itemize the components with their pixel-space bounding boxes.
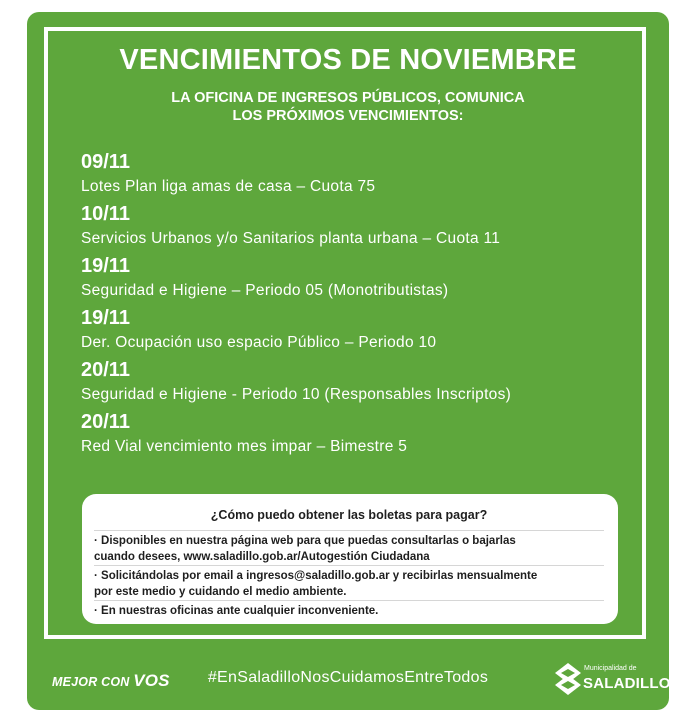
list-item (81, 150, 661, 202)
info-question: ¿Cómo puedo obtener las boletas para pagar? (210, 508, 488, 522)
due-description: Seguridad e Higiene – Periodo 05 (Monotributistas) (81, 282, 449, 299)
logo-small-text: Municipalidad de (584, 665, 637, 672)
list-item (81, 410, 661, 462)
info-divider (94, 530, 604, 531)
subtitle-line-2: LOS PRÓXIMOS VENCIMIENTOS: (232, 108, 464, 124)
logo-big-text: SALADILLO (583, 675, 671, 692)
list-item (81, 358, 661, 410)
info-bullet-email-line-2: por este medio y cuidando el medio ambiente. (94, 585, 347, 598)
due-description: Lotes Plan liga amas de casa – Cuota 75 (81, 178, 376, 195)
due-date: 19/11 (81, 307, 130, 329)
info-bullet-web-line-1: · Disponibles en nuestra página web para que puedas consultarlas o bajarlas (94, 535, 516, 547)
due-date: 20/11 (81, 359, 130, 381)
due-description: Servicios Urbanos y/o Sanitarios planta urbana – Cuota 11 (81, 230, 501, 247)
due-date: 19/11 (81, 255, 130, 277)
info-bullet-email-line-1: · Solicitándolas por email a ingresos@saladillo.gob.ar y recibirlas mensualmente (94, 570, 538, 582)
info-box (82, 494, 618, 624)
due-dates-list (81, 150, 661, 462)
saladillo-cross-logo-icon (555, 663, 581, 695)
subtitle (0, 89, 696, 125)
due-date: 20/11 (81, 411, 130, 433)
slogan-prefix: MEJOR CON (52, 675, 130, 689)
list-item (81, 254, 661, 306)
info-divider (94, 565, 604, 566)
info-bullet-office: · En nuestras oficinas ante cualquier inconveniente. (94, 605, 379, 617)
list-item (81, 306, 661, 358)
due-date: 09/11 (81, 151, 130, 173)
hashtag: #EnSaladilloNosCuidamosEntreTodos (207, 669, 489, 686)
due-description: Red Vial vencimiento mes impar – Bimestre 5 (81, 438, 408, 455)
info-bullet-email (94, 569, 604, 600)
subtitle-line-1: LA OFICINA DE INGRESOS PÚBLICOS, COMUNICA (171, 90, 525, 106)
info-bullet-web-line-2: cuando desees, www.saladillo.gob.ar/Autogestión Ciudadana (94, 550, 430, 563)
municipality-logo (555, 662, 671, 698)
info-bullet-web (94, 534, 604, 565)
due-description: Der. Ocupación uso espacio Público – Periodo 10 (81, 334, 437, 351)
list-item (81, 202, 661, 254)
due-description: Seguridad e Higiene - Periodo 10 (Responsables Inscriptos) (81, 386, 512, 403)
due-date: 10/11 (81, 203, 130, 225)
slogan-vos: VOS (133, 671, 170, 690)
page-title: VENCIMIENTOS DE NOVIEMBRE (119, 44, 577, 76)
info-divider (94, 600, 604, 601)
